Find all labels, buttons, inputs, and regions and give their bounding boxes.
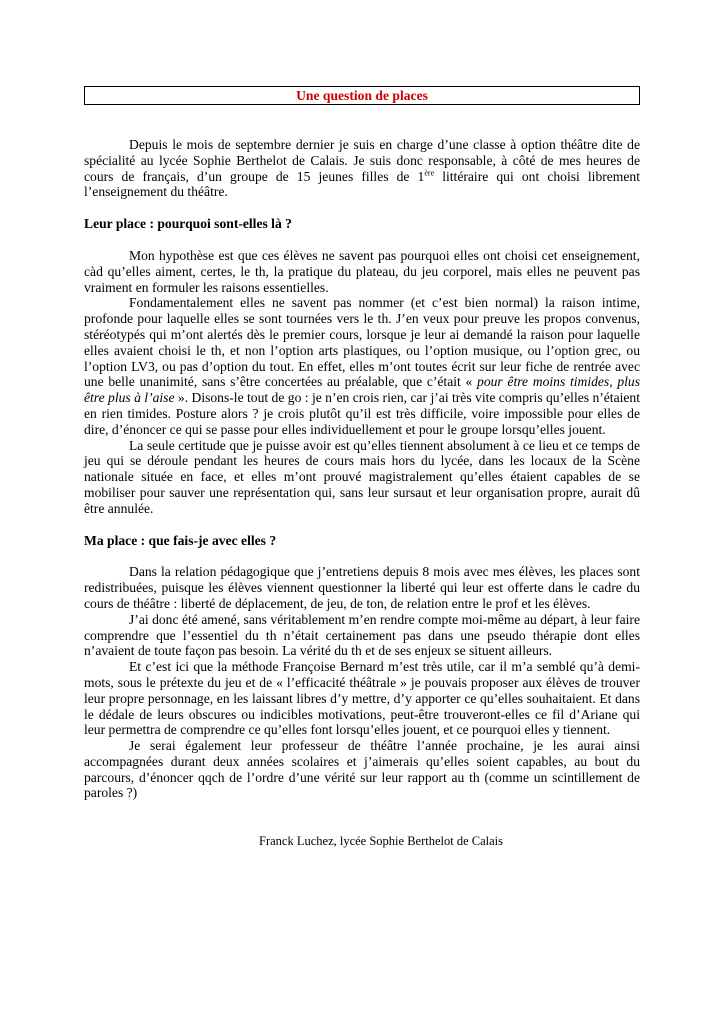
section1-p2-end: ». Disons-le tout de go : je n’en crois rien, car j’ai très vite compris qu’elles n’étaient en rien timides. Posture alors ? je crois plutôt qu’il est très difficile, voire impossible pour elles de dire, d’énoncer ce qui se passe pour elles individuellement et pour le groupe lorsqu’elles jouent. [84,390,640,437]
document-title: Une question de places [84,86,640,105]
section1-paragraph-2 [84,295,640,437]
section1-heading: Leur place : pourquoi sont-elles là ? [84,216,292,232]
section2-paragraph-4: Je serai également leur professeur de théâtre l’année prochaine, je les aurai ainsi accompagnées durant deux années scolaires et j’aimerais qu’elles soient capables, au bout du parcours, d’énoncer qqch de l’ordre d’une vérité sur leur rapport au th (comme un scintillement de paroles ?) [84,738,640,801]
intro-paragraph [84,137,640,200]
intro-text-start: Depuis le mois de septembre dernier je suis en charge d’une classe à option théâtre dite de spécialité au lycée Sophie Berthelot de Calais. Je suis donc responsable, à côté de mes heures de cours de français, d’un groupe de 15 jeunes filles de 1 [84,137,640,184]
section1-paragraph-3: La seule certitude que je puisse avoir est qu’elles tiennent absolument à ce lieu et ce temps de jeu qui se déroule pendant les heures de cours mais hors du lycée, dans les locaux de la Scène nationale située en face, et elles m’ont prouvé magistralement qu’elles étaient capables de se mobiliser pour sauver une représentation qui, sans leur sursaut et leur organisation propre, aurait dû être annulée. [84,437,640,516]
section1-p2-quote: pour être moins timides, plus être plus à l’aise [84,374,640,406]
section2-paragraph-2: J’ai donc été amené, sans véritablement m’en rendre compte moi-même au départ, à leur faire comprendre que l’essentiel du th n’était certainement pas dans une pseudo thérapie dont elles n’avaient de toute façon pas besoin. La vérité du th et de ses enjeux se situent ailleurs. [84,611,640,659]
document-page [84,86,640,850]
intro-text-end: littéraire qui ont choisi librement l’enseignement du théâtre. [84,168,640,200]
section2-paragraph-3: Et c’est ici que la méthode Françoise Bernard m’est très utile, car il m’a semblé qu’à demi-mots, sous le prétexte du jeu et de « l’efficacité théâtrale » je pouvais proposer aux élèves de trouver leur propre personnage, en les laissant libres d’y mettre, d’y apporter ce qu’elles souhaitaient. Et dans le dédale de leurs obscures ou indicibles motivations, peut-être trouveront-elles ce fil d’Ariane qui leur permettra de comprendre ce qu’elles font lorsqu’elles jouent, et ce pourquoi elles y tiennent. [84,659,640,738]
section2-heading: Ma place : que fais-je avec elles ? [84,532,277,548]
section1-p2-start: Fondamentalement elles ne savent pas nommer (et c’est bien normal) la raison intime, profonde pour laquelle elles se sont tournées vers le th. J’en veux pour preuve les propos convenus, stéréotypés qui m’ont alertés dès le premier cours, lorsque je leur ai demandé la raison pour laquelle elles avaient choisi le th, et non l’option arts plastiques, ou l’option musique, ou l’option grec, ou l’option LV3, ou pas d’option du tout. En effet, elles m’ont toutes écrit sur leur fiche de rentrée avec une belle unanimité, sans s’être concertées au préalable, que c’était « [84,295,640,390]
section1-paragraph-1: Mon hypothèse est que ces élèves ne savent pas pourquoi elles ont choisi cet enseignement, càd qu’elles aiment, certes, le th, la pratique du plateau, du jeu corporel, mais elles ne peuvent pas vraiment en formuler les raisons essentielles. [84,247,640,295]
intro-superscript: ère [424,168,435,178]
section2-paragraph-1: Dans la relation pédagogique que j’entretiens depuis 8 mois avec mes élèves, les places sont redistribuées, puisque les élèves viennent questionner la liberté qui leur est offerte dans le cadre du cours de théâtre : liberté de déplacement, de jeu, de ton, de relation entre le prof et les élèves. [84,564,640,611]
author-signature: Franck Luchez, lycée Sophie Berthelot de Calais [259,834,504,849]
